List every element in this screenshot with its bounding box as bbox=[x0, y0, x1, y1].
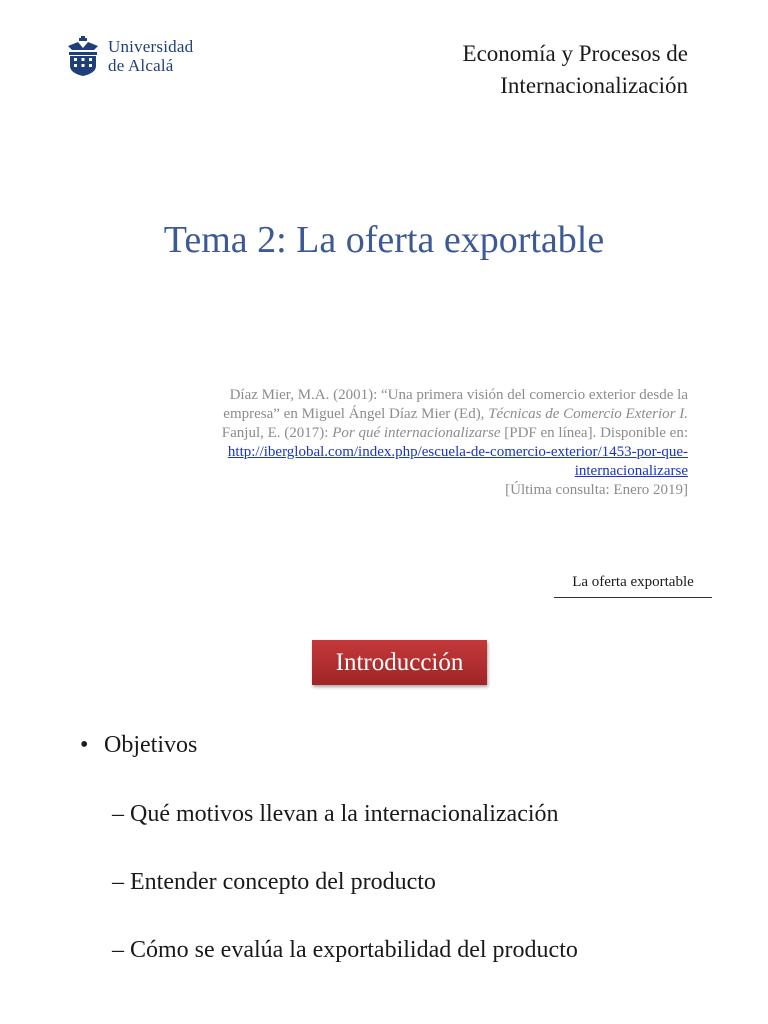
course-title-line2: Internacionalización bbox=[500, 73, 688, 98]
university-crest-icon bbox=[64, 36, 102, 76]
ref2-author: Fanjul, E. (2017): bbox=[221, 425, 333, 441]
ref1-line1: Díaz Mier, M.A. (2001): “Una primera visión del comercio exterior desde la bbox=[229, 387, 688, 403]
references bbox=[108, 386, 688, 500]
introduction-heading: Introducción bbox=[312, 640, 487, 685]
bullet-dot-icon: • bbox=[80, 732, 89, 758]
ref2-consulted: [Última consulta: Enero 2019] bbox=[505, 482, 688, 498]
subitem-text: Entender concepto del producto bbox=[130, 869, 436, 895]
university-logo bbox=[64, 36, 193, 76]
subitem-text: Cómo se evalúa la exportabilidad del producto bbox=[130, 937, 578, 963]
ref2-url-link[interactable] bbox=[108, 443, 688, 481]
ref1-book-title: Técnicas de Comercio Exterior I. bbox=[488, 406, 688, 422]
slide-title: Tema 2: La oferta exportable bbox=[163, 219, 605, 261]
ref2-title: Por qué internacionalizarse bbox=[332, 425, 501, 441]
logo-line2: de Alcalá bbox=[108, 56, 174, 75]
logo-line1: Universidad bbox=[108, 37, 194, 56]
ref2-url-line2[interactable]: internacionalizarse bbox=[574, 463, 688, 479]
ref1-text: empresa” en Miguel Ángel Díaz Mier (Ed), bbox=[223, 406, 489, 422]
ref1-line2 bbox=[108, 405, 688, 424]
subitem: – Qué motivos llevan a la internacionalización bbox=[112, 801, 559, 827]
ref2-url-line1[interactable]: http://iberglobal.com/index.php/escuela-de-comercio-exterior/1453-por-que- bbox=[227, 444, 688, 460]
course-title bbox=[463, 38, 688, 102]
bullet-label: Objetivos bbox=[104, 732, 198, 758]
subitem: – Cómo se evalúa la exportabilidad del producto bbox=[112, 937, 578, 963]
logo-text bbox=[108, 37, 193, 75]
subitem-text: Qué motivos llevan a la internacionalización bbox=[130, 801, 559, 827]
subitem: – Entender concepto del producto bbox=[112, 869, 436, 895]
bullet-objectives bbox=[80, 732, 197, 759]
ref2-text: [PDF en línea]. Disponible en: bbox=[500, 425, 688, 441]
course-title-line1: Economía y Procesos de bbox=[462, 41, 688, 66]
section-label: La oferta exportable bbox=[554, 574, 712, 598]
ref2-line1 bbox=[108, 424, 688, 443]
